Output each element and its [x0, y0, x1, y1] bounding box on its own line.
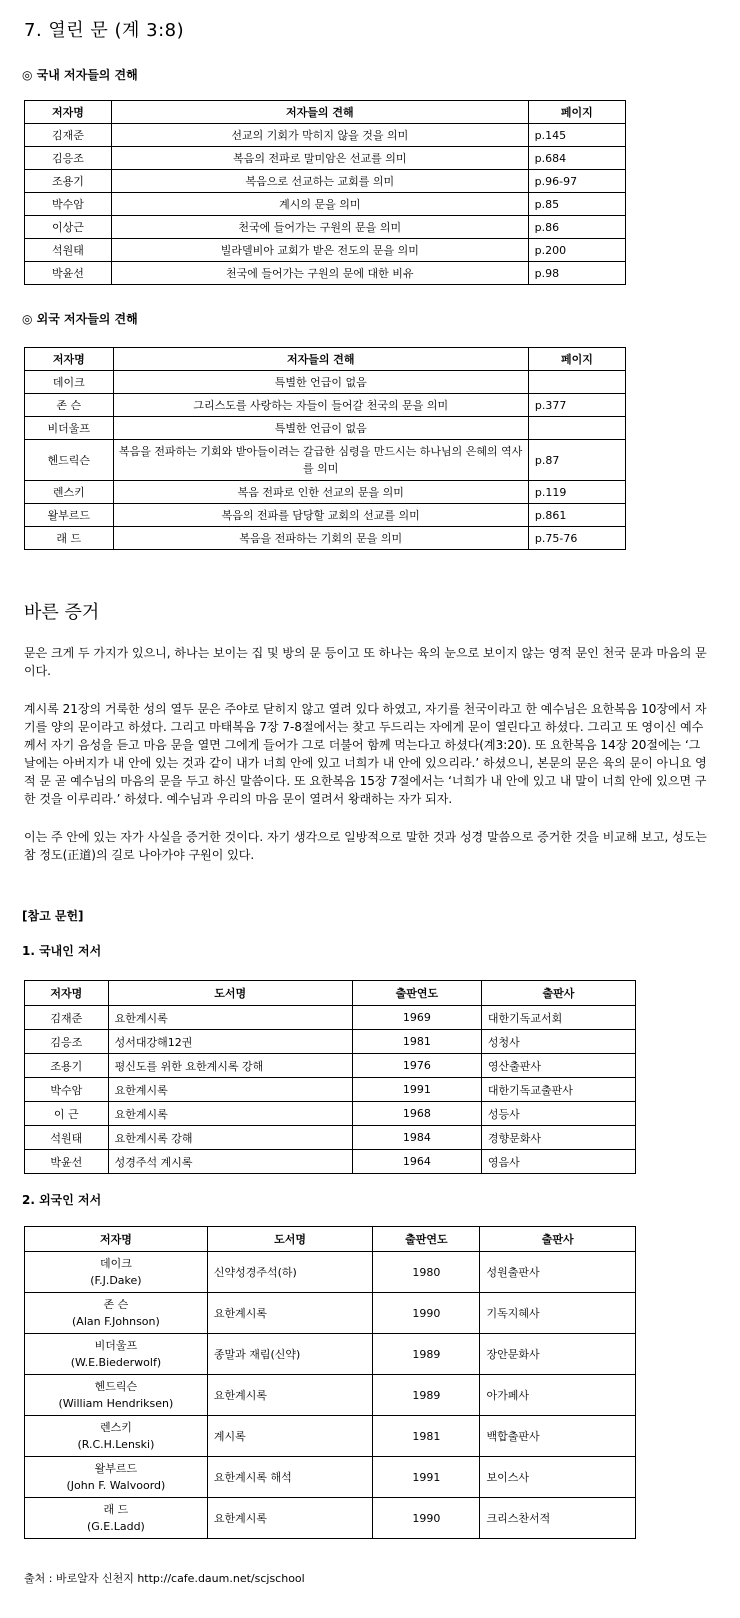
- table-cell: 요한계시록: [108, 1006, 352, 1030]
- table-row: [25, 371, 626, 394]
- foreign-views-table: [24, 347, 626, 550]
- header-row: [25, 1227, 636, 1252]
- table-cell: 래 드: [25, 527, 114, 550]
- author-cell: [25, 1334, 208, 1375]
- author-korean-name: 비더울프: [94, 1339, 138, 1352]
- table-cell: 복음의 전파로 말미암은 선교를 의미: [111, 147, 528, 170]
- table-cell: p.87: [528, 440, 625, 481]
- foreign-books-heading: 2. 외국인 저서: [22, 1193, 102, 1207]
- table-cell: 박윤선: [25, 262, 112, 285]
- column-header: 출판연도: [373, 1227, 480, 1252]
- table-cell: 계시의 문을 의미: [111, 193, 528, 216]
- table-row: [25, 1293, 636, 1334]
- table-row: [25, 394, 626, 417]
- author-korean-name: 렌스키: [99, 1421, 132, 1434]
- table-cell: 크리스찬서적: [480, 1498, 636, 1539]
- table-cell: 1991: [373, 1457, 480, 1498]
- table-cell: 경향문화사: [481, 1126, 635, 1150]
- table-row: [25, 1150, 636, 1174]
- table-row: [25, 1102, 636, 1126]
- table-cell: 존 슨: [25, 394, 114, 417]
- header-row: [25, 981, 636, 1006]
- column-header: 도서명: [108, 981, 352, 1006]
- table-row: [25, 1375, 636, 1416]
- table-cell: 천국에 들어가는 구원의 문에 대한 비유: [111, 262, 528, 285]
- author-korean-name: 헨드릭슨: [94, 1380, 138, 1393]
- table-cell: 요한계시록 해석: [207, 1457, 372, 1498]
- table-cell: 요한계시록 강해: [108, 1126, 352, 1150]
- column-header: 저자들의 견해: [113, 348, 528, 371]
- table-cell: p.145: [528, 124, 625, 147]
- table-cell: 1990: [373, 1293, 480, 1334]
- table-cell: 장안문화사: [480, 1334, 636, 1375]
- table-row: [25, 1126, 636, 1150]
- table-cell: 1991: [352, 1078, 481, 1102]
- table-cell: 신약성경주석(하): [207, 1252, 372, 1293]
- table-cell: 박수암: [25, 1078, 109, 1102]
- table-cell: 비더울프: [25, 417, 114, 440]
- table-cell: 요한계시록: [207, 1498, 372, 1539]
- table-cell: 렌스키: [25, 481, 114, 504]
- table-row: [25, 193, 626, 216]
- header-row: [25, 348, 626, 371]
- table-cell: 요한계시록: [207, 1375, 372, 1416]
- table-cell: p.96-97: [528, 170, 625, 193]
- author-original-name: (Alan F.Johnson): [72, 1315, 160, 1328]
- table-cell: 복음을 전파하는 기회의 문을 의미: [113, 527, 528, 550]
- table-cell: p.119: [528, 481, 625, 504]
- table-cell: p.684: [528, 147, 625, 170]
- table-cell: 복음의 전파를 담당할 교회의 선교를 의미: [113, 504, 528, 527]
- table-row: [25, 1030, 636, 1054]
- author-original-name: (R.C.H.Lenski): [77, 1438, 155, 1451]
- table-cell: 성서대강해12권: [108, 1030, 352, 1054]
- table-row: [25, 417, 626, 440]
- table-row: [25, 239, 626, 262]
- table-cell: 아가페사: [480, 1375, 636, 1416]
- author-korean-name: 데이크: [99, 1257, 132, 1270]
- table-cell: 계시록: [207, 1416, 372, 1457]
- table-cell: 1989: [373, 1375, 480, 1416]
- table-cell: 1981: [373, 1416, 480, 1457]
- table-cell: 복음 전파로 인한 선교의 문을 의미: [113, 481, 528, 504]
- table-cell: 이 근: [25, 1102, 109, 1126]
- author-cell: [25, 1375, 208, 1416]
- table-cell: 김재준: [25, 1006, 109, 1030]
- domestic-books-table: [24, 980, 636, 1174]
- table-cell: 특별한 언급이 없음: [113, 371, 528, 394]
- table-cell: 백합출판사: [480, 1416, 636, 1457]
- table-cell: p.98: [528, 262, 625, 285]
- table-row: [25, 1006, 636, 1030]
- table-cell: 1964: [352, 1150, 481, 1174]
- table-cell: [528, 417, 625, 440]
- column-header: 저자들의 견해: [111, 101, 528, 124]
- author-cell: [25, 1416, 208, 1457]
- table-cell: 김응조: [25, 1030, 109, 1054]
- table-row: [25, 504, 626, 527]
- table-cell: 요한계시록: [207, 1293, 372, 1334]
- table-cell: 데이크: [25, 371, 114, 394]
- foreign-books-table: [24, 1226, 636, 1539]
- table-cell: 왈부르드: [25, 504, 114, 527]
- column-header: 페이지: [528, 101, 625, 124]
- author-cell: [25, 1252, 208, 1293]
- column-header: 출판사: [480, 1227, 636, 1252]
- table-row: [25, 440, 626, 481]
- references-heading: [참고 문헌]: [22, 909, 84, 923]
- table-row: [25, 1252, 636, 1293]
- author-cell: [25, 1293, 208, 1334]
- table-cell: 석원태: [25, 239, 112, 262]
- table-cell: 김재준: [25, 124, 112, 147]
- table-cell: 성원출판사: [480, 1252, 636, 1293]
- table-cell: 1989: [373, 1334, 480, 1375]
- table-cell: 성청사: [481, 1030, 635, 1054]
- table-cell: 빌라델비아 교회가 받은 전도의 문을 의미: [111, 239, 528, 262]
- column-header: 출판연도: [352, 981, 481, 1006]
- table-cell: p.861: [528, 504, 625, 527]
- table-cell: 이상근: [25, 216, 112, 239]
- table-cell: 보이스사: [480, 1457, 636, 1498]
- table-row: [25, 147, 626, 170]
- column-header: 저자명: [25, 1227, 208, 1252]
- table-cell: 대한기독교출판사: [481, 1078, 635, 1102]
- author-korean-name: 존 슨: [103, 1298, 129, 1311]
- header-row: [25, 101, 626, 124]
- table-cell: 특별한 언급이 없음: [113, 417, 528, 440]
- table-cell: 1969: [352, 1006, 481, 1030]
- table-cell: 영산출판사: [481, 1054, 635, 1078]
- author-cell: [25, 1498, 208, 1539]
- testimony-paragraph-1: 문은 크게 두 가지가 있으니, 하나는 보이는 집 및 방의 문 등이고 또 하나는 육의 눈으로 보이지 않는 영적 문인 천국 문과 마음의 문이다.: [24, 646, 707, 678]
- table-cell: 박수암: [25, 193, 112, 216]
- table-row: [25, 1498, 636, 1539]
- table-cell: p.377: [528, 394, 625, 417]
- table-cell: 석원태: [25, 1126, 109, 1150]
- table-row: [25, 1334, 636, 1375]
- table-cell: 평신도를 위한 요한계시록 강해: [108, 1054, 352, 1078]
- table-cell: 1980: [373, 1252, 480, 1293]
- table-cell: 기독지혜사: [480, 1293, 636, 1334]
- table-cell: 조용기: [25, 170, 112, 193]
- table-cell: 복음을 전파하는 기회와 받아들이려는 갈급한 심령을 만드시는 하나님의 은혜의 역사를 의미: [113, 440, 528, 481]
- table-row: [25, 124, 626, 147]
- page-title: 7. 열린 문 (계 3:8): [24, 20, 185, 41]
- table-cell: [528, 371, 625, 394]
- column-header: 도서명: [207, 1227, 372, 1252]
- foreign-views-heading: ◎ 외국 저자들의 견해: [22, 312, 138, 326]
- column-header: 페이지: [528, 348, 625, 371]
- author-original-name: (John F. Walvoord): [66, 1479, 166, 1492]
- table-cell: 성등사: [481, 1102, 635, 1126]
- table-cell: 대한기독교서회: [481, 1006, 635, 1030]
- author-korean-name: 왈부르드: [94, 1462, 138, 1475]
- table-row: [25, 216, 626, 239]
- column-header: 저자명: [25, 348, 114, 371]
- domestic-views-table: [24, 100, 626, 285]
- author-korean-name: 래 드: [103, 1503, 129, 1516]
- table-cell: 요한계시록: [108, 1102, 352, 1126]
- table-cell: 그리스도를 사랑하는 자들이 들어갈 천국의 문을 의미: [113, 394, 528, 417]
- table-row: [25, 1078, 636, 1102]
- table-cell: p.75-76: [528, 527, 625, 550]
- table-cell: 조용기: [25, 1054, 109, 1078]
- table-cell: 1984: [352, 1126, 481, 1150]
- table-cell: 1976: [352, 1054, 481, 1078]
- testimony-heading: 바른 증거: [24, 602, 100, 623]
- table-row: [25, 262, 626, 285]
- table-cell: 선교의 기회가 막히지 않을 것을 의미: [111, 124, 528, 147]
- testimony-paragraph-2: 계시록 21장의 거룩한 성의 열두 문은 주야로 닫히지 않고 열려 있다 하였고, 자기를 천국이라고 한 예수님은 요한복음 10장에서 자기를 양의 문이라고 하셨다. 그리고 마태복음 7장 7-8절에서는 찾고 두드리는 자에게 문이 열린다고 하셨다. 그리고 또 영이신 예수께서 자기 음성을 듣고 마음 문을 열면 그에게 들어가 그로 더불어 함께 먹는다고 하셨다(계3:20). 또 요한복음 14장 20절에는 ‘그 날에는 아버지가 내 안에 있는 것과 같이 내가 너희 안에 있고 너희가 내 안에 있으리라.’ 하셨으니, 본문의 문은 육의 문이 아니요 영적 문 곧 예수님의 마음의 문을 두고 하신 말씀이다. 또 요한복음 15장 7절에서는 ‘너희가 내 안에 있고 내 말이 너희 안에 있으면 구한 것을 이루리라.’ 하셨다. 예수님과 우리의 마음 문이 열려서 왕래하는 자가 되자.: [24, 702, 707, 806]
- table-cell: 종말과 재림(신약): [207, 1334, 372, 1375]
- table-cell: 1968: [352, 1102, 481, 1126]
- table-row: [25, 1054, 636, 1078]
- table-cell: 박윤선: [25, 1150, 109, 1174]
- testimony-paragraph-3: 이는 주 안에 있는 자가 사실을 증거한 것이다. 자기 생각으로 일방적으로 말한 것과 성경 말씀으로 증거한 것을 비교해 보고, 성도는 참 정도(正道)의 길로 나아가야 구원이 있다.: [24, 830, 707, 862]
- domestic-views-heading: ◎ 국내 저자들의 견해: [22, 68, 138, 82]
- table-cell: p.85: [528, 193, 625, 216]
- author-original-name: (F.J.Dake): [90, 1274, 142, 1287]
- table-row: [25, 527, 626, 550]
- table-cell: 김응조: [25, 147, 112, 170]
- column-header: 저자명: [25, 101, 112, 124]
- table-row: [25, 1457, 636, 1498]
- domestic-books-heading: 1. 국내인 저서: [22, 944, 102, 958]
- table-row: [25, 481, 626, 504]
- author-original-name: (W.E.Biederwolf): [70, 1356, 162, 1369]
- column-header: 출판사: [481, 981, 635, 1006]
- source-credit: 출처 : 바로알자 신천지 http://cafe.daum.net/scjschool: [24, 1572, 305, 1585]
- table-cell: p.200: [528, 239, 625, 262]
- author-cell: [25, 1457, 208, 1498]
- table-cell: 헨드릭슨: [25, 440, 114, 481]
- table-row: [25, 1416, 636, 1457]
- table-cell: 요한계시록: [108, 1078, 352, 1102]
- column-header: 저자명: [25, 981, 109, 1006]
- table-cell: 1990: [373, 1498, 480, 1539]
- table-cell: 1981: [352, 1030, 481, 1054]
- author-original-name: (G.E.Ladd): [86, 1520, 145, 1533]
- table-cell: 영음사: [481, 1150, 635, 1174]
- table-cell: 성경주석 계시록: [108, 1150, 352, 1174]
- table-row: [25, 170, 626, 193]
- author-original-name: (William Hendriksen): [58, 1397, 174, 1410]
- table-cell: 천국에 들어가는 구원의 문을 의미: [111, 216, 528, 239]
- table-cell: p.86: [528, 216, 625, 239]
- table-cell: 복음으로 선교하는 교회를 의미: [111, 170, 528, 193]
